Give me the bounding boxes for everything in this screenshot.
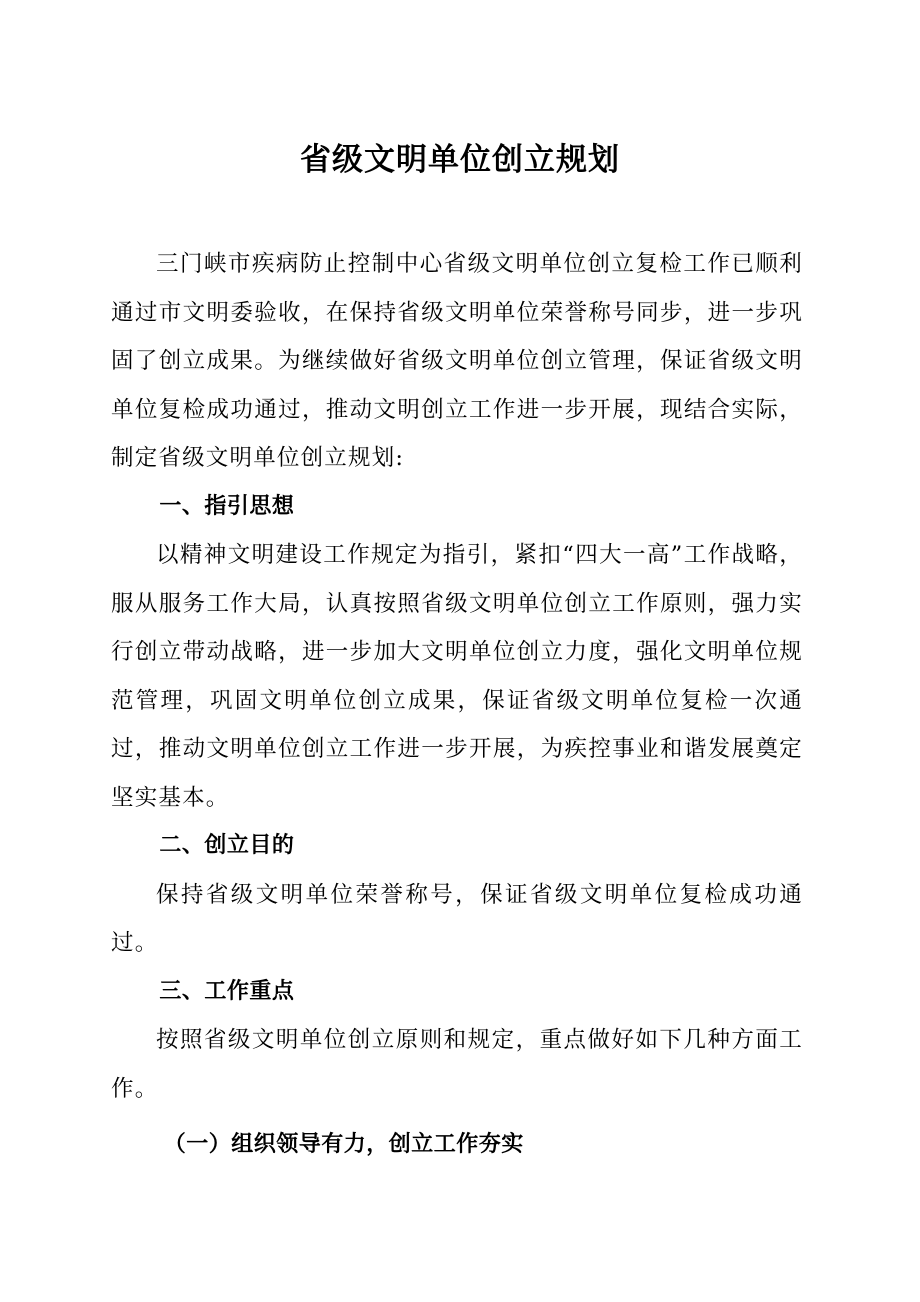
document-title: 省级文明单位创立规划 — [300, 142, 620, 178]
subsection-heading-leadership: （一）组织领导有力，创立工作夯实 — [163, 1132, 524, 1157]
document-body — [111, 240, 803, 1170]
section-paragraph-goal: 保持省级文明单位荣誉称号，保证省级文明单位复检成功通过。 — [111, 881, 803, 956]
section-paragraph-guiding-thought: 以精神文明建设工作规定为指引，紧扣“四大一高”工作战略，服从服务工作大局，认真按照省级文明单位创立工作原则，强力实行创立带动战略，进一步加大文明单位创立力度，强化文明单位规范管理，巩固文明单位创立成果，保证省级文明单位复检一次通过，推动文明单位创立工作进一步开展，为疾控事业和谐发展奠定坚实基本。 — [111, 542, 803, 811]
section-heading-guiding-thought: 一、指引思想 — [159, 493, 295, 519]
intro-paragraph: 三门峡市疾病防止控制中心省级文明单位创立复检工作已顺利通过市文明委验收，在保持省级文明单位荣誉称号同步，进一步巩固了创立成果。为继续做好省级文明单位创立管理，保证省级文明单位复检成功通过，推动文明创立工作进一步开展，现结合实际，制定省级文明单位创立规划: — [111, 251, 803, 471]
section-paragraph-work-focus: 按照省级文明单位创立原则和规定，重点做好如下几种方面工作。 — [111, 1027, 803, 1102]
section-heading-work-focus: 三、工作重点 — [159, 978, 295, 1004]
section-heading-goal: 二、创立目的 — [159, 833, 295, 858]
